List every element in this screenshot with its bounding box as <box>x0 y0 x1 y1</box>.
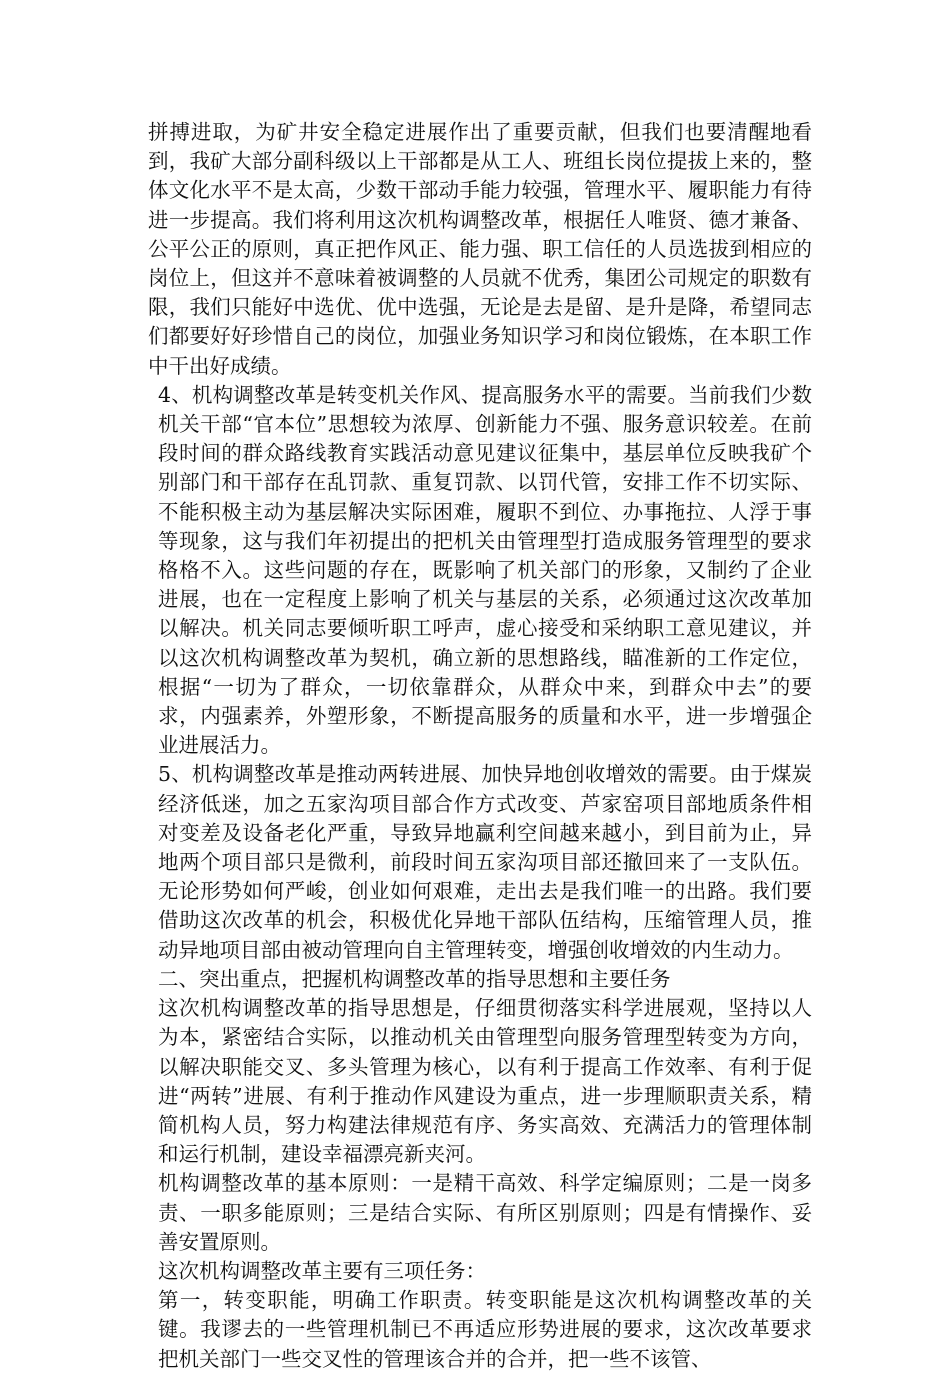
paragraph-basic-principles: 机构调整改革的基本原则：一是精干高效、科学定编原则；二是一岗多责、一职多能原则；三是结合实际、有所区别原则；四是有情操作、妥善安置原则。 <box>158 1171 812 1254</box>
paragraph-task-one: 第一，转变职能，明确工作职责。转变职能是这次机构调整改革的关键。我谬去的一些管理机制已不再适应形势进展的要求，这次改革要求把机关部门一些交叉性的管理该合并的合并，把一些不该管、 <box>158 1288 812 1371</box>
paragraph-point-5: 5、机构调整改革是推动两转进展、加快异地创收增效的需要。由于煤炭经济低迷，加之五家沟项目部合作方式改变、芦家窑项目部地质条件相对变差及设备老化严重，导致异地赢利空间越来越小，到目前为止，异地两个项目部只是微利，前段时间五家沟项目部还撤回来了一支队伍。无论形势如何严峻，创业如何艰难，走出去是我们唯一的出路。我们要借助这次改革的机会，积极优化异地干部队伍结构，压缩管理人员，推动异地项目部由被动管理向自主管理转变，增强创收增效的内生动力。 <box>158 762 812 962</box>
document-body <box>148 118 812 1374</box>
paragraph-three-tasks: 这次机构调整改革主要有三项任务： <box>158 1258 486 1283</box>
section-heading-2: 二、突出重点，把握机构调整改革的指导思想和主要任务 <box>158 966 671 991</box>
paragraph-continuation: 拼搏进取，为矿井安全稳定进展作出了重要贡献，但我们也要清醒地看到，我矿大部分副科级以上干部都是从工人、班组长岗位提拔上来的，整体文化水平不是太高，少数干部动手能力较强，管理水平、履职能力有待进一步提高。我们将利用这次机构调整改革，根据任人唯贤、德才兼备、公平公正的原则，真正把作风正、能力强、职工信任的人员选拔到相应的岗位上，但这并不意味着被调整的人员就不优秀，集团公司规定的职数有限，我们只能好中选优、优中选强，无论是去是留、是升是降，希望同志们都要好好珍惜自己的岗位，加强业务知识学习和岗位锻炼，在本职工作中干出好成绩。 <box>148 120 812 378</box>
paragraph-guiding-ideology: 这次机构调整改革的指导思想是，仔细贯彻落实科学进展观，坚持以人为本，紧密结合实际，以推动机关由管理型向服务管理型转变为方向，以解决职能交叉、多头管理为核心，以有利于提高工作效率、有利于促进“两转”进展、有利于推动作风建设为重点，进一步理顺职责关系，精简机构人员，努力构建法律规范有序、务实高效、充满活力的管理体制和运行机制，建设幸福漂亮新夹河。 <box>158 996 812 1167</box>
paragraph-point-4: 4、机构调整改革是转变机关作风、提高服务水平的需要。当前我们少数机关干部“官本位”思想较为浓厚、创新能力不强、服务意识较差。在前段时间的群众路线教育实践活动意见建议征集中，基层单位反映我矿个别部门和干部存在乱罚款、重复罚款、以罚代管，安排工作不切实际、不能积极主动为基层解决实际困难，履职不到位、办事拖拉、人浮于事等现象，这与我们年初提出的把机关由管理型打造成服务管理型的要求格格不入。这些问题的存在，既影响了机关部门的形象，又制约了企业进展，也在一定程度上影响了机关与基层的关系，必须通过这次改革加以解决。机关同志要倾听职工呼声，虚心接受和采纳职工意见建议，并以这次机构调整改革为契机，确立新的思想路线，瞄准新的工作定位，根据“一切为了群众，一切依靠群众，从群众中来，到群众中去”的要求，内强素养，外塑形象，不断提高服务的质量和水平，进一步增强企业进展活力。 <box>158 382 812 758</box>
